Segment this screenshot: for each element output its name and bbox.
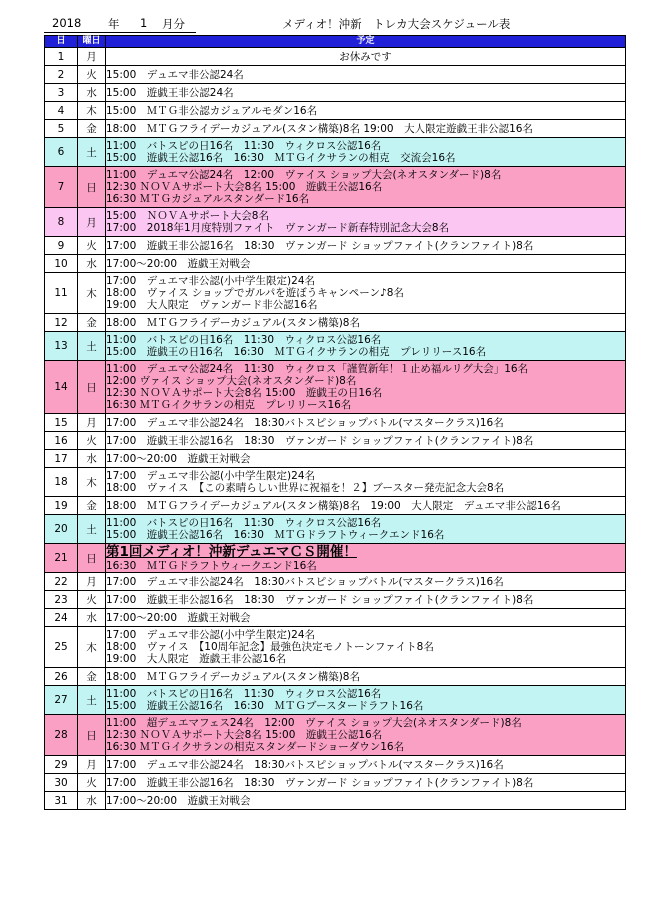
event-line: 17:00 2018年1月度特別ファイト ヴァンガード新春特別記念大会8名 [106, 222, 450, 234]
weekday-cell: 木 [78, 102, 106, 120]
event-line: 19:00 大人限定 ヴァンガード非公認16名 [106, 299, 318, 311]
weekday-cell: 日 [78, 715, 106, 756]
event-line: 18:00 ヴァイス ショップでガルパを遊ぼうキャンペーン♪8名 [106, 287, 404, 299]
day-cell: 1 [45, 48, 78, 66]
table-row [45, 544, 626, 573]
table-row [45, 515, 626, 544]
day-cell: 6 [45, 138, 78, 167]
event-line: 11:00 バトスピの日16名 11:30 ウィクロス公認16名 [106, 688, 382, 700]
month-label: 月分 [162, 17, 185, 31]
weekday-cell: 月 [78, 756, 106, 774]
day-cell: 16 [45, 432, 78, 450]
events-cell [106, 515, 626, 544]
weekday-cell: 金 [78, 668, 106, 686]
table-row [45, 668, 626, 686]
events-cell [106, 66, 626, 84]
events-cell [106, 48, 626, 66]
weekday-cell: 日 [78, 544, 106, 573]
table-row [45, 432, 626, 450]
day-cell: 29 [45, 756, 78, 774]
day-cell: 22 [45, 573, 78, 591]
events-cell [106, 756, 626, 774]
weekday-cell: 月 [78, 414, 106, 432]
table-row [45, 573, 626, 591]
table-row [45, 414, 626, 432]
table-row [45, 120, 626, 138]
day-cell: 25 [45, 627, 78, 668]
event-line: 16:30 ＭＴＧイクサランの相克 プレリリース16名 [106, 399, 352, 411]
table-row [45, 84, 626, 102]
table-row [45, 332, 626, 361]
table-row [45, 756, 626, 774]
weekday-cell: 木 [78, 468, 106, 497]
day-cell: 9 [45, 237, 78, 255]
day-cell: 17 [45, 450, 78, 468]
table-row [45, 167, 626, 208]
events-cell [106, 774, 626, 792]
weekday-cell: 月 [78, 573, 106, 591]
day-cell: 30 [45, 774, 78, 792]
weekday-cell: 水 [78, 84, 106, 102]
month-text: 1 [140, 16, 148, 30]
events-cell [106, 120, 626, 138]
events-cell [106, 544, 626, 573]
event-line: 15:00 ＮＯＶＡサポート大会8名 [106, 210, 269, 222]
day-cell: 11 [45, 273, 78, 314]
table-row [45, 361, 626, 414]
event-line: 17:00 遊戯王非公認16名 18:30 ヴァンガード ショップファイト(クランファイト)8名 [106, 776, 534, 789]
day-cell: 13 [45, 332, 78, 361]
event-line: 17:00～20:00 遊戯王対戦会 [106, 257, 251, 270]
featured-event: 第1回メディオ！沖新デュエマＣＳ開催！ [106, 544, 357, 560]
weekday-cell: 火 [78, 774, 106, 792]
day-cell: 8 [45, 208, 78, 237]
weekday-cell: 水 [78, 450, 106, 468]
day-cell: 23 [45, 591, 78, 609]
event-line: 17:00 デュエマ非公認(小中学生限定)24名 [106, 629, 315, 641]
event-line: 19:00 大人限定 遊戯王非公認16名 [106, 653, 287, 665]
schedule-title-bar [44, 14, 619, 34]
table-row [45, 450, 626, 468]
table-row [45, 273, 626, 314]
event-column-header: 予定 [106, 36, 626, 48]
weekday-cell: 木 [78, 273, 106, 314]
event-line: 11:00 デュエマ公認24名 12:00 ヴァイス ショップ大会(ネオスタンダード)8名 [106, 169, 502, 181]
table-row [45, 237, 626, 255]
schedule-title: メディオ！沖新 トレカ大会スケジュール表 [282, 17, 511, 31]
events-cell [106, 792, 626, 810]
events-cell [106, 715, 626, 756]
event-line: 11:00 バトスピの日16名 11:30 ウィクロス公認16名 [106, 517, 382, 529]
events-cell [106, 432, 626, 450]
event-line: 17:00～20:00 遊戯王対戦会 [106, 611, 251, 624]
weekday-cell: 火 [78, 591, 106, 609]
day-cell: 7 [45, 167, 78, 208]
weekday-cell: 木 [78, 627, 106, 668]
table-row [45, 686, 626, 715]
day-cell: 19 [45, 497, 78, 515]
weekday-cell: 月 [78, 48, 106, 66]
event-line: 11:00 バトスピの日16名 11:30 ウィクロス公認16名 [106, 140, 382, 152]
event-line: 17:00～20:00 遊戯王対戦会 [106, 794, 251, 807]
day-cell: 2 [45, 66, 78, 84]
day-cell: 5 [45, 120, 78, 138]
event-line: 17:00 遊戯王非公認16名 18:30 ヴァンガード ショップファイト(クランファイト)8名 [106, 434, 534, 447]
event-line: 11:00 デュエマ公認24名 11:30 ウィクロス「謹賀新年！１止め福ルリグ大会」16名 [106, 363, 529, 375]
day-cell: 24 [45, 609, 78, 627]
events-cell [106, 609, 626, 627]
event-line: 15:00 遊戯王公認16名 16:30 ＭＴＧドラフトウィークエンド16名 [106, 529, 445, 541]
events-cell [106, 627, 626, 668]
table-row [45, 609, 626, 627]
weekday-cell: 土 [78, 138, 106, 167]
year-text: 2018 [52, 16, 82, 30]
event-line: 17:00 デュエマ非公認24名 18:30バトスピショップバトル(マスタークラス)16名 [106, 575, 504, 588]
day-cell: 12 [45, 314, 78, 332]
events-cell [106, 450, 626, 468]
day-cell: 4 [45, 102, 78, 120]
event-line: 15:00 遊戯王公認16名 16:30 ＭＴＧブースタードラフト16名 [106, 700, 424, 712]
weekday-cell: 金 [78, 497, 106, 515]
events-cell [106, 84, 626, 102]
event-line: 15:00 遊戯王公認16名 16:30 ＭＴＧイクサランの相克 交流会16名 [106, 152, 456, 164]
event-line: 17:00 デュエマ非公認24名 18:30バトスピショップバトル(マスタークラス)16名 [106, 416, 504, 429]
table-row [45, 208, 626, 237]
weekday-cell: 水 [78, 255, 106, 273]
weekday-cell: 土 [78, 332, 106, 361]
event-line: 11:00 超デュエマフェス24名 12:00 ヴァイス ショップ大会(ネオスタンダード)8名 [106, 717, 522, 729]
table-row [45, 314, 626, 332]
day-cell: 15 [45, 414, 78, 432]
table-row [45, 792, 626, 810]
schedule-table [44, 35, 626, 810]
weekday-cell: 金 [78, 120, 106, 138]
day-cell: 28 [45, 715, 78, 756]
weekday-cell: 火 [78, 66, 106, 84]
event-line: 18:00 ヴァイス 【10周年記念】最強色決定モノトーンファイト8名 [106, 641, 434, 653]
day-cell: 31 [45, 792, 78, 810]
event-line: 17:00～20:00 遊戯王対戦会 [106, 452, 251, 465]
event-line: 17:00 遊戯王非公認16名 18:30 ヴァンガード ショップファイト(クランファイト)8名 [106, 239, 534, 252]
events-cell [106, 332, 626, 361]
table-row [45, 774, 626, 792]
day-cell: 18 [45, 468, 78, 497]
event-line: 17:00 デュエマ非公認24名 18:30バトスピショップバトル(マスタークラス)16名 [106, 758, 504, 771]
events-cell [106, 668, 626, 686]
event-line: 15:00 遊戯王の日16名 16:30 ＭＴＧイクサランの相克 プレリリース16名 [106, 346, 487, 358]
event-line: 15:00 ＭＴＧ非公認カジュアルモダン16名 [106, 104, 318, 117]
day-cell: 27 [45, 686, 78, 715]
event-line: 11:00 バトスピの日16名 11:30 ウィクロス公認16名 [106, 334, 382, 346]
day-cell: 10 [45, 255, 78, 273]
date-underline [44, 32, 196, 33]
events-cell [106, 255, 626, 273]
table-row [45, 255, 626, 273]
events-cell [106, 314, 626, 332]
events-cell [106, 573, 626, 591]
event-line: 17:00 デュエマ非公認(小中学生限定)24名 [106, 275, 315, 287]
table-row [45, 497, 626, 515]
events-cell [106, 102, 626, 120]
table-row [45, 591, 626, 609]
weekday-cell: 日 [78, 167, 106, 208]
events-cell [106, 167, 626, 208]
weekday-cell: 土 [78, 515, 106, 544]
table-row [45, 102, 626, 120]
schedule-body [45, 48, 626, 810]
events-cell [106, 686, 626, 715]
day-cell: 26 [45, 668, 78, 686]
event-line: 18:00 ヴァイス 【この素晴らしい世界に祝福を！２】ブースター発売記念大会8名 [106, 482, 505, 494]
events-cell [106, 361, 626, 414]
weekday-cell: 水 [78, 609, 106, 627]
weekday-cell: 火 [78, 237, 106, 255]
event-line: 16:30 ＭＴＧカジュアルスタンダード16名 [106, 193, 310, 205]
weekday-cell: 水 [78, 792, 106, 810]
weekday-cell: 月 [78, 208, 106, 237]
event-line: 16:30 ＭＴＧイクサランの相克スタンダードショーダウン16名 [106, 741, 405, 753]
event-line: 17:00 デュエマ非公認(小中学生限定)24名 [106, 470, 315, 482]
weekday-cell: 火 [78, 432, 106, 450]
year-label: 年 [108, 17, 120, 31]
table-header-row [45, 36, 626, 48]
events-cell [106, 591, 626, 609]
weekday-cell: 土 [78, 686, 106, 715]
events-cell [106, 208, 626, 237]
event-line: 15:00 遊戯王非公認24名 [106, 86, 234, 99]
event-line: 12:30 ＮＯＶＡサポート大会8名 15:00 遊戯王の日16名 [106, 387, 383, 399]
event-line: 12:30 ＮＯＶＡサポート大会8名 15:00 遊戯王公認16名 [106, 181, 383, 193]
events-cell [106, 468, 626, 497]
day-cell: 21 [45, 544, 78, 573]
day-cell: 20 [45, 515, 78, 544]
weekday-cell: 金 [78, 314, 106, 332]
table-row [45, 468, 626, 497]
table-row [45, 48, 626, 66]
event-line: 18:00 ＭＴＧフライデーカジュアル(スタン構築)8名 19:00 大人限定 デュエマ非公認16名 [106, 499, 561, 512]
day-cell: 3 [45, 84, 78, 102]
table-row [45, 627, 626, 668]
table-row [45, 138, 626, 167]
day-column-header: 日 [45, 36, 78, 48]
event-line: 16:30 ＭＴＧドラフトウィークエンド16名 [106, 560, 317, 572]
event-line: 12:30 ＮＯＶＡサポート大会8名 15:00 遊戯王公認16名 [106, 729, 383, 741]
events-cell [106, 138, 626, 167]
event-line: お休みです [339, 50, 392, 63]
table-row [45, 66, 626, 84]
events-cell [106, 497, 626, 515]
event-line: 12:00 ヴァイス ショップ大会(ネオスタンダード)8名 [106, 375, 357, 387]
events-cell [106, 414, 626, 432]
events-cell [106, 237, 626, 255]
events-cell [106, 273, 626, 314]
event-line: 18:00 ＭＴＧフライデーカジュアル(スタン構築)8名 [106, 670, 360, 683]
event-line: 15:00 デュエマ非公認24名 [106, 68, 244, 81]
event-line: 18:00 ＭＴＧフライデーカジュアル(スタン構築)8名 [106, 316, 360, 329]
event-line: 18:00 ＭＴＧフライデーカジュアル(スタン構築)8名 19:00 大人限定遊戯王非公認16名 [106, 122, 533, 135]
table-row [45, 715, 626, 756]
weekday-cell: 日 [78, 361, 106, 414]
day-cell: 14 [45, 361, 78, 414]
weekday-column-header: 曜日 [78, 36, 106, 48]
event-line: 17:00 遊戯王非公認16名 18:30 ヴァンガード ショップファイト(クランファイト)8名 [106, 593, 534, 606]
